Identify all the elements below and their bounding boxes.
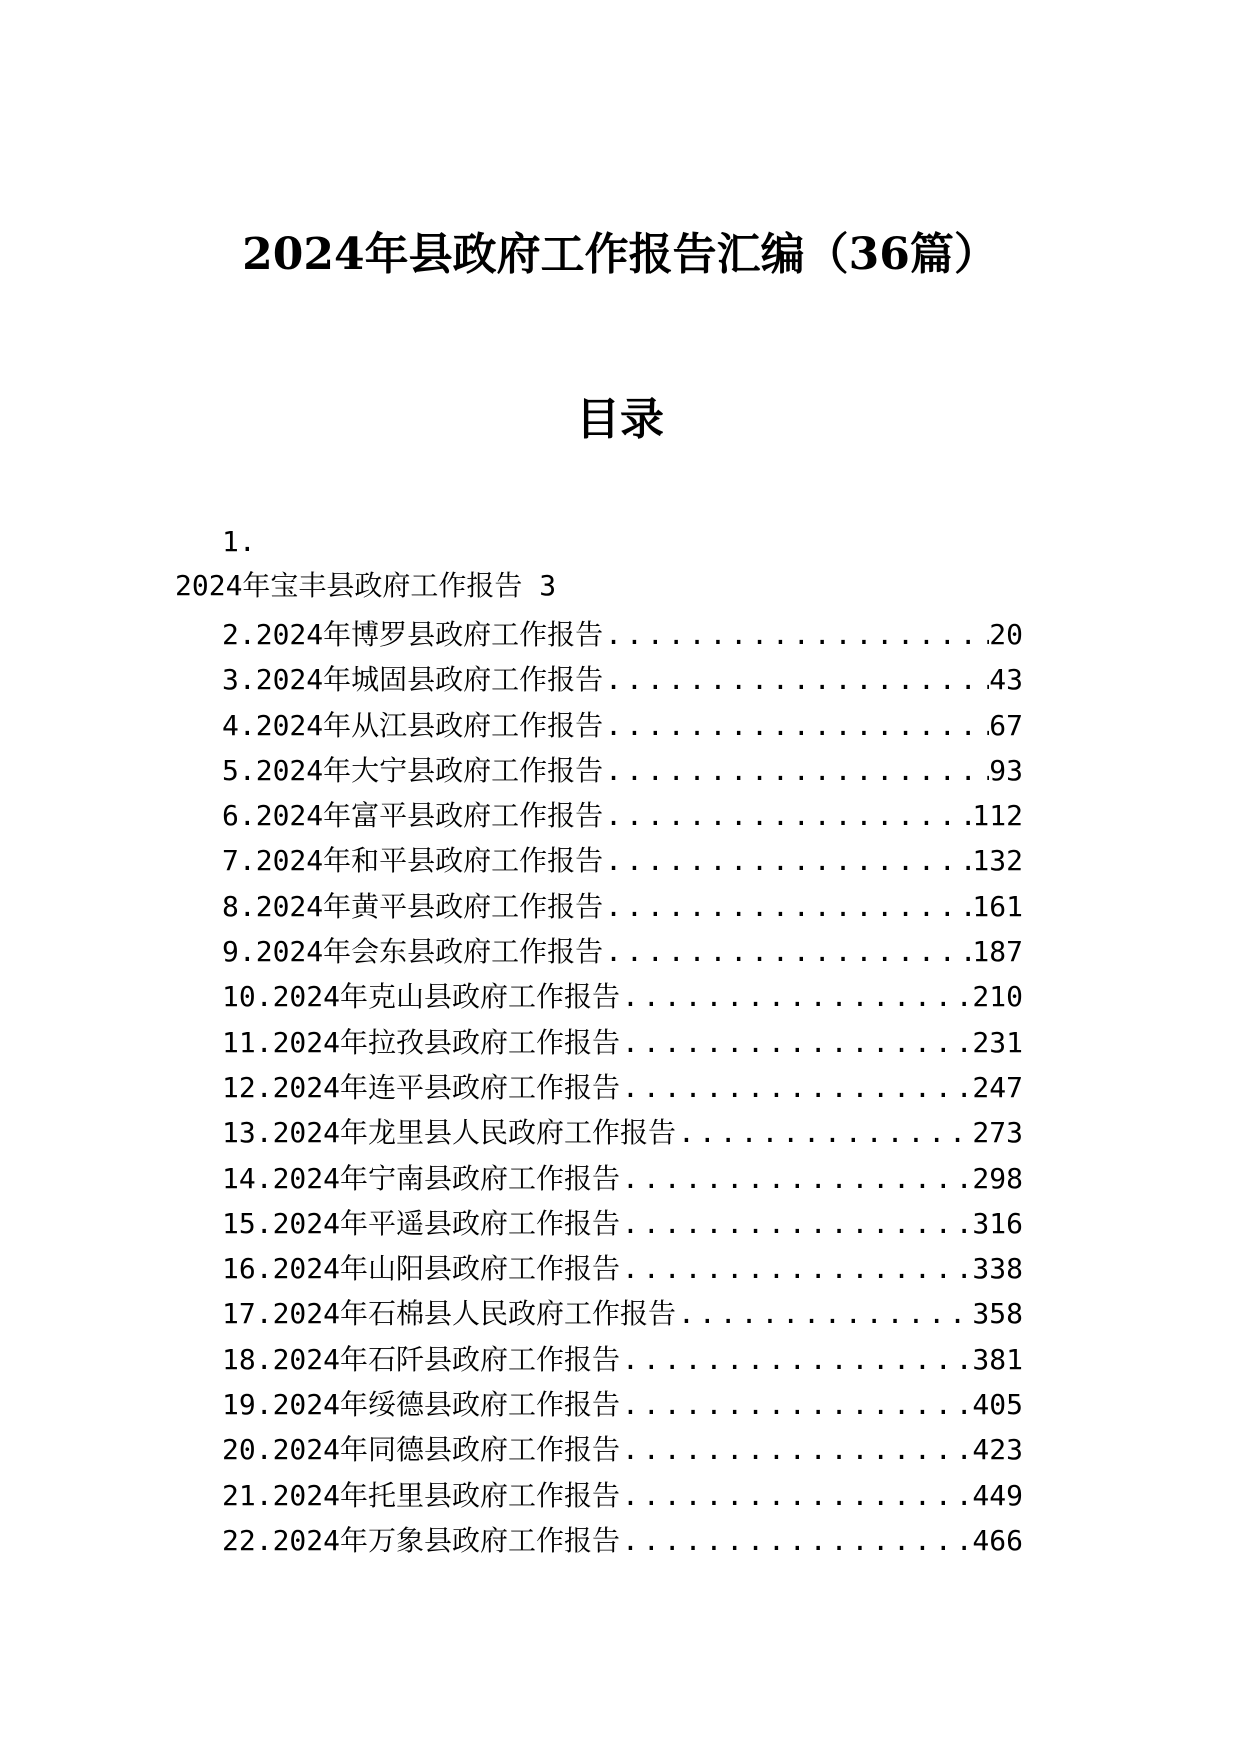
toc-entry[interactable] xyxy=(222,1337,1023,1382)
toc-entry[interactable] xyxy=(222,1291,1023,1336)
toc-dot-leader xyxy=(620,1337,972,1382)
toc-entry-page-number: 132 xyxy=(972,844,1023,878)
toc-dot-leader xyxy=(603,929,972,974)
toc-entry-label: 16.2024年山阳县政府工作报告 xyxy=(222,1252,621,1286)
toc-entry-label: 6.2024年富平县政府工作报告 xyxy=(222,799,604,833)
toc-entry-page-number: 247 xyxy=(972,1070,1023,1104)
toc-entry-label: 18.2024年石阡县政府工作报告 xyxy=(222,1342,621,1376)
toc-dot-leader xyxy=(620,1382,972,1427)
toc-entry[interactable] xyxy=(222,1110,1023,1155)
toc-entry-label: 5.2024年大宁县政府工作报告 xyxy=(222,753,604,787)
toc-list xyxy=(0,612,1240,1563)
toc-entry[interactable] xyxy=(222,703,1023,748)
toc-entry-page-number: 210 xyxy=(972,980,1023,1014)
toc-entry[interactable] xyxy=(222,1427,1023,1472)
toc-dot-leader xyxy=(620,1065,972,1110)
toc-entry-page-number: 273 xyxy=(972,1116,1023,1150)
toc-entry[interactable] xyxy=(222,657,1023,702)
toc-entry-page-number: 112 xyxy=(972,799,1023,833)
toc-entry-page-number: 381 xyxy=(972,1342,1023,1376)
toc-entry-label: 17.2024年石棉县人民政府工作报告 xyxy=(222,1297,677,1331)
toc-entry-page-number: 93 xyxy=(989,753,1023,787)
toc-dot-leader xyxy=(603,838,972,883)
toc-entry-label: 4.2024年从江县政府工作报告 xyxy=(222,708,604,742)
toc-entry-page-number: 316 xyxy=(972,1206,1023,1240)
toc-entry[interactable] xyxy=(222,974,1023,1019)
toc-entry-page-number: 338 xyxy=(972,1252,1023,1286)
toc-entry[interactable] xyxy=(222,1201,1023,1246)
toc-dot-leader xyxy=(603,612,989,657)
toc-entry[interactable] xyxy=(222,1156,1023,1201)
toc-dot-leader xyxy=(676,1110,972,1155)
toc-dot-leader xyxy=(603,657,989,702)
toc-entry-label: 7.2024年和平县政府工作报告 xyxy=(222,844,604,878)
toc-entry-1-number: 1. xyxy=(222,525,256,558)
toc-entry-page-number: 231 xyxy=(972,1025,1023,1059)
toc-entry-page-number: 298 xyxy=(972,1161,1023,1195)
toc-entry-page-number: 466 xyxy=(972,1523,1023,1557)
toc-entry-page-number: 20 xyxy=(989,618,1023,651)
toc-entry-label: 11.2024年拉孜县政府工作报告 xyxy=(222,1025,621,1059)
toc-entry-1-text[interactable]: 2024年宝丰县政府工作报告 3 xyxy=(175,569,557,602)
toc-entry-page-number: 187 xyxy=(972,935,1023,969)
toc-entry-page-number: 358 xyxy=(972,1297,1023,1331)
toc-dot-leader xyxy=(620,1201,972,1246)
toc-entry-label: 21.2024年托里县政府工作报告 xyxy=(222,1478,621,1512)
toc-entry[interactable] xyxy=(222,838,1023,883)
toc-entry-label: 10.2024年克山县政府工作报告 xyxy=(222,980,621,1014)
toc-dot-leader xyxy=(603,884,972,929)
toc-entry-label: 3.2024年城固县政府工作报告 xyxy=(222,663,604,697)
toc-dot-leader xyxy=(620,974,972,1019)
toc-entry-label: 22.2024年万象县政府工作报告 xyxy=(222,1523,621,1557)
toc-entry-label: 14.2024年宁南县政府工作报告 xyxy=(222,1161,621,1195)
toc-entry[interactable] xyxy=(222,1065,1023,1110)
toc-entry[interactable] xyxy=(222,1518,1023,1563)
toc-entry[interactable] xyxy=(222,1246,1023,1291)
toc-entry[interactable] xyxy=(222,1382,1023,1427)
toc-dot-leader xyxy=(620,1020,972,1065)
toc-entry-label: 12.2024年连平县政府工作报告 xyxy=(222,1070,621,1104)
document-title: 2024年县政府工作报告汇编（36篇） xyxy=(242,229,998,280)
toc-dot-leader xyxy=(620,1473,972,1518)
toc-entry[interactable] xyxy=(222,1020,1023,1065)
toc-dot-leader xyxy=(620,1518,972,1563)
toc-entry-page-number: 423 xyxy=(972,1433,1023,1467)
toc-heading: 目录 xyxy=(576,394,664,445)
toc-dot-leader xyxy=(603,793,972,838)
toc-entry-page-number: 405 xyxy=(972,1388,1023,1422)
toc-entry[interactable] xyxy=(222,1473,1023,1518)
toc-entry-page-number: 161 xyxy=(972,889,1023,923)
toc-entry-label: 15.2024年平遥县政府工作报告 xyxy=(222,1206,621,1240)
toc-entry[interactable] xyxy=(222,612,1023,657)
toc-entry-label: 13.2024年龙里县人民政府工作报告 xyxy=(222,1116,677,1150)
toc-dot-leader xyxy=(620,1427,972,1472)
toc-entry[interactable] xyxy=(222,793,1023,838)
toc-entry-label: 9.2024年会东县政府工作报告 xyxy=(222,935,604,969)
toc-dot-leader xyxy=(676,1291,972,1336)
toc-dot-leader xyxy=(620,1246,972,1291)
toc-entry-page-number: 449 xyxy=(972,1478,1023,1512)
toc-dot-leader xyxy=(603,748,989,793)
toc-dot-leader xyxy=(603,703,989,748)
toc-dot-leader xyxy=(620,1156,972,1201)
toc-entry-label: 19.2024年绥德县政府工作报告 xyxy=(222,1388,621,1422)
toc-entry-label: 20.2024年同德县政府工作报告 xyxy=(222,1433,621,1467)
toc-entry[interactable] xyxy=(222,748,1023,793)
toc-entry-label: 8.2024年黄平县政府工作报告 xyxy=(222,889,604,923)
toc-entry-page-number: 67 xyxy=(989,708,1023,742)
toc-entry[interactable] xyxy=(222,929,1023,974)
toc-entry-label: 2.2024年博罗县政府工作报告 xyxy=(222,618,604,651)
toc-entry[interactable] xyxy=(222,884,1023,929)
toc-entry-page-number: 43 xyxy=(989,663,1023,697)
